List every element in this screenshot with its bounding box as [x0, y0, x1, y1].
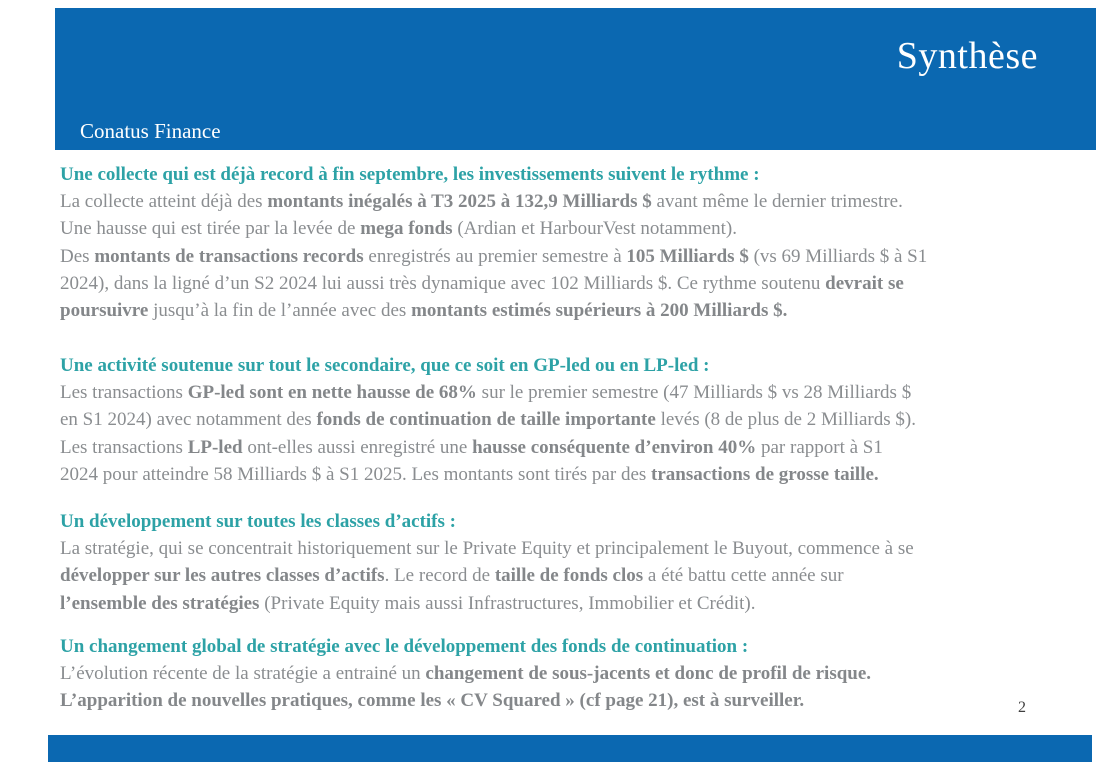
text-run: par rapport à S1 — [756, 436, 883, 458]
slide-title: Synthèse — [896, 35, 1038, 77]
section-heading: Une collecte qui est déjà record à fin septembre, les investissements suivent le rythme : — [60, 164, 760, 185]
brand-name: Conatus Finance — [80, 119, 221, 143]
text-run: avant même le dernier trimestre. — [651, 191, 903, 213]
text-line — [60, 590, 1060, 617]
text-line — [60, 562, 1060, 589]
section-3 — [60, 508, 1060, 617]
text-run: levés (8 de plus de 2 Milliards $). — [655, 409, 916, 431]
text-run: taille de fonds clos — [494, 565, 644, 587]
section-1 — [60, 161, 1060, 324]
text-run: développer sur les autres classes d’actifs — [60, 565, 385, 587]
footer-band — [48, 735, 1092, 762]
text-line — [60, 297, 1060, 324]
text-run: ont-elles aussi enregistré une — [242, 436, 473, 458]
text-line — [60, 270, 1060, 297]
text-run: a été battu cette année sur — [643, 565, 844, 587]
text-run: LP-led — [187, 436, 243, 458]
text-run: enregistrés au premier semestre à — [363, 245, 627, 267]
text-line — [60, 434, 1060, 461]
text-run: mega fonds — [360, 218, 453, 240]
text-line — [60, 660, 1060, 687]
text-run: montants estimés supérieurs à 200 Milliards $. — [411, 300, 788, 322]
text-line — [60, 687, 1060, 714]
text-run: Des — [60, 245, 95, 267]
text-run: 105 Milliards $ — [626, 245, 749, 267]
text-run: transactions de grosse taille. — [651, 463, 879, 485]
text-run: L’apparition de nouvelles pratiques, comme les « CV Squared » (cf page 21), est à surveiller. — [60, 690, 805, 712]
text-run: L’évolution récente de la stratégie a entrainé un — [60, 663, 426, 685]
section-2 — [60, 352, 1060, 488]
text-run: Les transactions — [60, 382, 188, 404]
text-run: changement de sous-jacents et donc de profil de risque. — [425, 663, 872, 685]
text-run: fonds de continuation de taille importante — [316, 409, 656, 431]
text-run: 2024 pour atteindre 58 Milliards $ à S1 2025. Les montants sont tirés par des — [60, 463, 652, 485]
page-number: 2 — [1018, 699, 1026, 716]
text-run: devrait se — [825, 272, 904, 294]
text-run: en S1 2024) avec notamment des — [60, 409, 317, 431]
text-run: poursuivre — [60, 300, 149, 322]
text-run: Une hausse qui est tirée par la levée de — [60, 218, 361, 240]
text-line — [60, 406, 1060, 433]
text-line — [60, 535, 1060, 562]
text-run: (Ardian et HarbourVest notamment). — [452, 218, 737, 240]
text-run: (vs 69 Milliards $ à S1 — [748, 245, 928, 267]
text-run: l’ensemble des stratégies — [60, 592, 260, 614]
text-line — [60, 461, 1060, 488]
section-heading: Une activité soutenue sur tout le secondaire, que ce soit en GP-led ou en LP-led : — [60, 355, 710, 376]
text-line — [60, 215, 1060, 242]
text-run: Les transactions — [60, 436, 188, 458]
text-run: jusqu’à la fin de l’année avec des — [148, 300, 412, 322]
text-run: (Private Equity mais aussi Infrastructures, Immobilier et Crédit). — [259, 592, 756, 614]
text-run: La stratégie, qui se concentrait historiquement sur le Private Equity et principalement le Buyout, commence à se — [60, 538, 914, 560]
header-band — [55, 8, 1096, 150]
text-run: hausse conséquente d’environ 40% — [472, 436, 757, 458]
text-line — [60, 243, 1060, 270]
text-run: GP-led sont en nette hausse de 68% — [187, 382, 477, 404]
text-run: montants inégalés à T3 2025 à 132,9 Milliards $ — [267, 191, 652, 213]
text-line — [60, 188, 1060, 215]
text-run: 2024), dans la ligné d’un S2 2024 lui aussi très dynamique avec 102 Milliards $. Ce rythme soutenu — [60, 272, 826, 294]
text-run: montants de transactions records — [94, 245, 364, 267]
text-line — [60, 379, 1060, 406]
text-run: . Le record de — [384, 565, 495, 587]
section-heading: Un changement global de stratégie avec le développement des fonds de continuation : — [60, 636, 749, 657]
section-heading: Un développement sur toutes les classes d’actifs : — [60, 511, 456, 532]
text-run: La collecte atteint déjà des — [60, 191, 268, 213]
section-4 — [60, 633, 1060, 715]
text-run: sur le premier semestre (47 Milliards $ vs 28 Milliards $ — [476, 382, 912, 404]
